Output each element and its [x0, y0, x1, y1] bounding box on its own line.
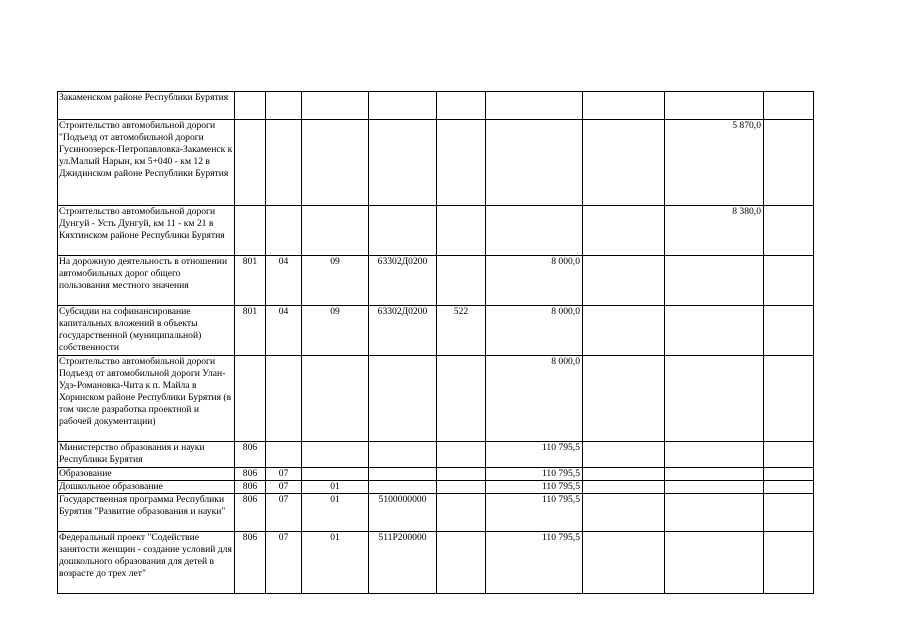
amount-cell-1: 8 000,0 — [486, 356, 583, 442]
amount-cell-3 — [665, 494, 764, 532]
amount-cell-3: 5 870,0 — [665, 120, 764, 206]
ministry-code-cell: 806 — [235, 481, 266, 494]
amount-cell-2 — [583, 481, 665, 494]
ministry-code-cell: 806 — [235, 494, 266, 532]
expense-type-cell — [437, 481, 486, 494]
ministry-code-cell: 801 — [235, 306, 266, 356]
amount-cell-2 — [583, 356, 665, 442]
subsection-code-cell — [302, 206, 369, 256]
row-name-cell: Государственная программа Республики Бурятия "Развитие образования и науки" — [58, 494, 235, 532]
amount-cell-2 — [583, 256, 665, 306]
amount-cell-3 — [665, 468, 764, 481]
subsection-code-cell: 09 — [302, 256, 369, 306]
section-code-cell — [266, 442, 302, 468]
subsection-code-cell — [302, 120, 369, 206]
table-row — [58, 494, 814, 532]
table-row — [58, 120, 814, 206]
amount-cell-2 — [583, 468, 665, 481]
empty-cell — [764, 120, 814, 206]
row-name-cell: На дорожную деятельность в отношении автомобильных дорог общего пользования местного значения — [58, 256, 235, 306]
subsection-code-cell: 01 — [302, 481, 369, 494]
subsection-code-cell: 09 — [302, 306, 369, 356]
expense-type-cell — [437, 494, 486, 532]
ministry-code-cell: 806 — [235, 532, 266, 594]
table-row — [58, 442, 814, 468]
ministry-code-cell — [235, 120, 266, 206]
expense-type-cell — [437, 532, 486, 594]
target-article-cell: 63302Д0200 — [369, 306, 437, 356]
expense-type-cell — [437, 120, 486, 206]
table-row — [58, 92, 814, 120]
table-row — [58, 481, 814, 494]
empty-cell — [764, 256, 814, 306]
ministry-code-cell: 806 — [235, 468, 266, 481]
empty-cell — [764, 306, 814, 356]
empty-cell — [764, 356, 814, 442]
row-name-cell: Строительство автомобильной дороги "Подъезд от автомобильной дороги Гусиноозерск-Петропавловка-Закаменск к ул.Малый Нарын, км 5+040 - км 12 в Джидинском районе Республики Бурятия — [58, 120, 235, 206]
amount-cell-2 — [583, 120, 665, 206]
empty-cell — [764, 442, 814, 468]
target-article-cell — [369, 120, 437, 206]
table-body — [58, 92, 814, 594]
expense-type-cell — [437, 92, 486, 120]
section-code-cell — [266, 120, 302, 206]
row-name-cell: Образование — [58, 468, 235, 481]
table-row — [58, 306, 814, 356]
amount-cell-2 — [583, 206, 665, 256]
table-row — [58, 532, 814, 594]
subsection-code-cell — [302, 468, 369, 481]
row-name-cell: Субсидии на софинансирование капитальных вложений в объекты государственной (муниципальной) собственности — [58, 306, 235, 356]
section-code-cell: 07 — [266, 532, 302, 594]
ministry-code-cell — [235, 356, 266, 442]
target-article-cell: 63302Д0200 — [369, 256, 437, 306]
empty-cell — [764, 206, 814, 256]
amount-cell-1: 8 000,0 — [486, 306, 583, 356]
table-row — [58, 256, 814, 306]
row-name-cell: Строительство автомобильной дороги Подъезд от автомобильной дороги Улан-Удэ-Романовка-Чита к п. Майла в Хоринском районе Республики Бурятия (в том числе разработка проектной и рабочей документации) — [58, 356, 235, 442]
ministry-code-cell: 806 — [235, 442, 266, 468]
section-code-cell: 07 — [266, 468, 302, 481]
amount-cell-3 — [665, 92, 764, 120]
subsection-code-cell — [302, 442, 369, 468]
expense-type-cell — [437, 206, 486, 256]
section-code-cell: 04 — [266, 256, 302, 306]
empty-cell — [764, 468, 814, 481]
section-code-cell — [266, 356, 302, 442]
amount-cell-3 — [665, 256, 764, 306]
expense-type-cell — [437, 256, 486, 306]
section-code-cell — [266, 206, 302, 256]
ministry-code-cell — [235, 92, 266, 120]
amount-cell-3 — [665, 356, 764, 442]
subsection-code-cell — [302, 356, 369, 442]
target-article-cell: 5100000000 — [369, 494, 437, 532]
target-article-cell — [369, 481, 437, 494]
amount-cell-1: 110 795,5 — [486, 532, 583, 594]
amount-cell-3: 8 380,0 — [665, 206, 764, 256]
amount-cell-1: 110 795,5 — [486, 442, 583, 468]
table-row — [58, 468, 814, 481]
amount-cell-1 — [486, 92, 583, 120]
subsection-code-cell: 01 — [302, 532, 369, 594]
ministry-code-cell: 801 — [235, 256, 266, 306]
target-article-cell — [369, 442, 437, 468]
target-article-cell — [369, 206, 437, 256]
row-name-cell: Дошкольное образование — [58, 481, 235, 494]
section-code-cell: 04 — [266, 306, 302, 356]
section-code-cell: 07 — [266, 494, 302, 532]
row-name-cell: Министерство образования и науки Республики Бурятия — [58, 442, 235, 468]
amount-cell-2 — [583, 532, 665, 594]
amount-cell-2 — [583, 442, 665, 468]
amount-cell-3 — [665, 532, 764, 594]
section-code-cell — [266, 92, 302, 120]
amount-cell-2 — [583, 494, 665, 532]
row-name-cell: Закаменском районе Республики Бурятия — [58, 92, 235, 120]
empty-cell — [764, 532, 814, 594]
amount-cell-3 — [665, 306, 764, 356]
row-name-cell: Строительство автомобильной дороги Дунгуй - Усть Дунгуй, км 11 - км 21 в Кяхтинском районе Республики Бурятия — [58, 206, 235, 256]
target-article-cell — [369, 468, 437, 481]
target-article-cell: 511P200000 — [369, 532, 437, 594]
budget-table — [57, 91, 814, 594]
amount-cell-1: 110 795,5 — [486, 468, 583, 481]
amount-cell-1: 110 795,5 — [486, 481, 583, 494]
amount-cell-1: 110 795,5 — [486, 494, 583, 532]
target-article-cell — [369, 356, 437, 442]
expense-type-cell: 522 — [437, 306, 486, 356]
target-article-cell — [369, 92, 437, 120]
empty-cell — [764, 92, 814, 120]
amount-cell-3 — [665, 442, 764, 468]
expense-type-cell — [437, 442, 486, 468]
subsection-code-cell: 01 — [302, 494, 369, 532]
empty-cell — [764, 494, 814, 532]
amount-cell-2 — [583, 92, 665, 120]
expense-type-cell — [437, 468, 486, 481]
table-row — [58, 206, 814, 256]
ministry-code-cell — [235, 206, 266, 256]
amount-cell-1 — [486, 120, 583, 206]
subsection-code-cell — [302, 92, 369, 120]
row-name-cell: Федеральный проект "Содействие занятости женщин - создание условий для дошкольного образования для детей в возрасте до трех лет" — [58, 532, 235, 594]
amount-cell-1 — [486, 206, 583, 256]
section-code-cell: 07 — [266, 481, 302, 494]
amount-cell-2 — [583, 306, 665, 356]
amount-cell-3 — [665, 481, 764, 494]
expense-type-cell — [437, 356, 486, 442]
empty-cell — [764, 481, 814, 494]
amount-cell-1: 8 000,0 — [486, 256, 583, 306]
table-row — [58, 356, 814, 442]
